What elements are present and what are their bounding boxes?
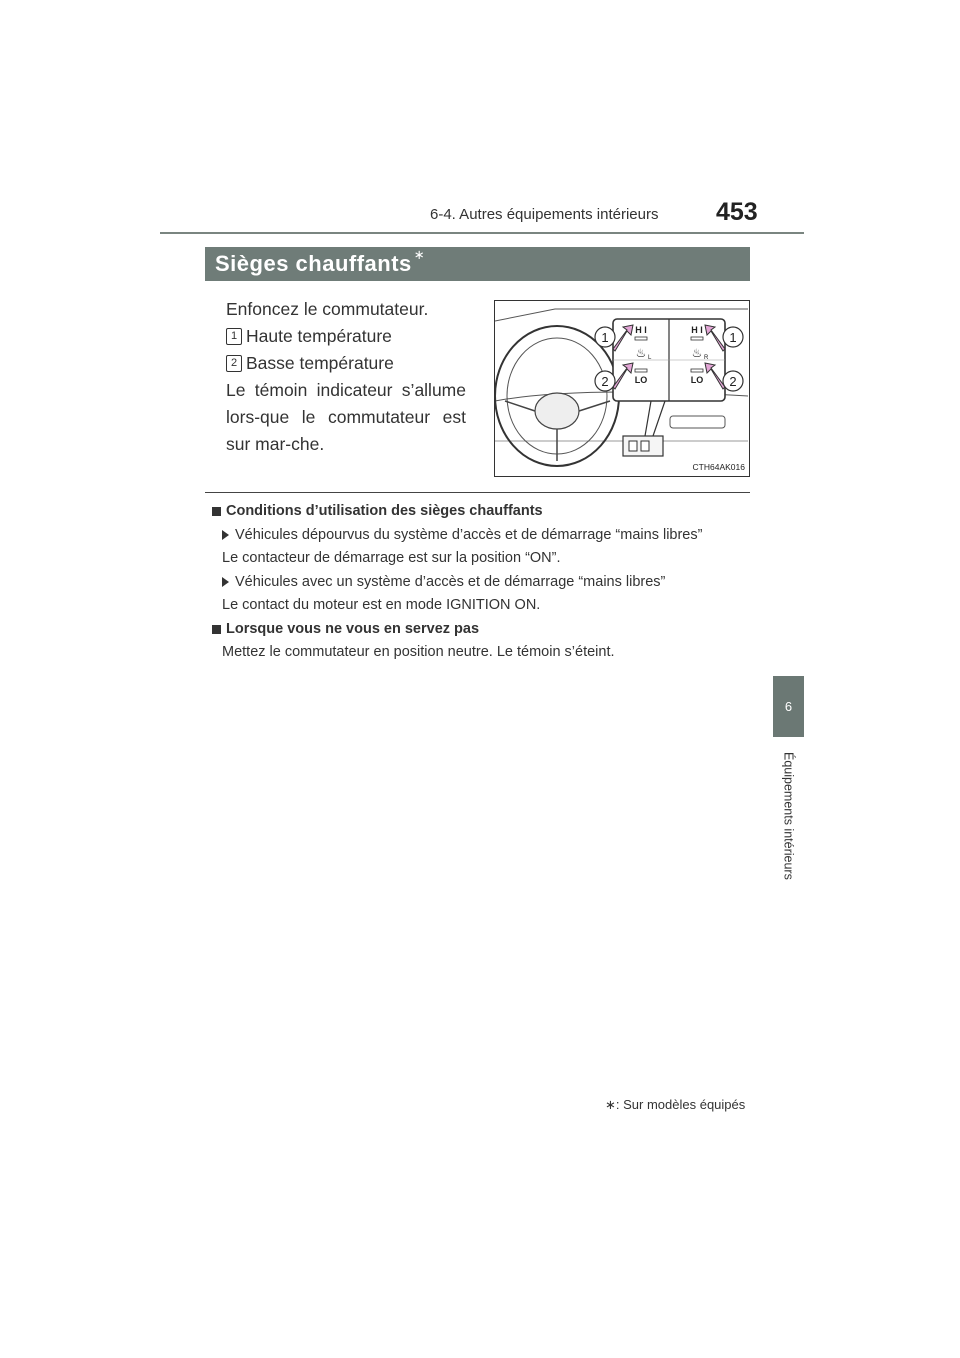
section-title: Sièges chauffants	[215, 251, 412, 276]
item-label: Haute température	[246, 326, 392, 346]
intro-paragraph: Le témoin indicateur s’allume lors-que le commutateur est sur mar-che.	[226, 380, 466, 454]
note-subheading-text: Véhicules avec un système d’accès et de démarrage “mains libres”	[235, 573, 666, 590]
note-heading	[212, 500, 752, 524]
triangle-bullet-icon	[222, 577, 229, 587]
seat-heater-illustration	[494, 300, 750, 477]
intro-block	[226, 296, 466, 458]
callout-number: 2	[729, 374, 737, 389]
left-seat-letter: L	[648, 355, 652, 361]
note-heading	[212, 618, 752, 642]
note-text: Mettez le commutateur en position neutre. Le témoin s’éteint.	[222, 644, 615, 660]
side-tab-number: 6	[773, 676, 804, 737]
illustration-code: CTH64AK016	[692, 462, 745, 472]
footnote	[605, 1097, 745, 1113]
footnote-text: : Sur modèles équipés	[615, 1097, 746, 1112]
header-section: 6-4. Autres équipements intérieurs	[430, 206, 659, 223]
item-label: Basse température	[246, 353, 394, 373]
section-rule	[205, 492, 750, 493]
dashboard-drawing	[495, 301, 748, 475]
left-seat-heater-icon: ♨	[635, 346, 647, 360]
right-seat-heater-icon: ♨	[691, 346, 703, 360]
steering-wheel-icon	[495, 326, 619, 466]
right-seat-letter: R	[704, 355, 709, 361]
page-number: 453	[716, 198, 758, 226]
right-hi-label: H I	[691, 325, 703, 335]
footnote-asterisk: ∗	[605, 1097, 616, 1112]
right-lo-label: LO	[690, 375, 704, 385]
side-tab-label	[773, 737, 804, 894]
item-number-badge: 1	[226, 328, 242, 345]
intro-item-1	[226, 323, 466, 350]
notes-block	[212, 500, 752, 665]
note-subheading	[222, 524, 752, 548]
note-heading-text: Lorsque vous ne vous en servez pas	[226, 620, 480, 637]
callout-number: 2	[601, 374, 609, 389]
square-bullet-icon	[212, 507, 221, 516]
note-subheading	[222, 571, 752, 595]
intro-item-2	[226, 350, 466, 377]
side-tab-label-text: Équipements intérieurs	[781, 751, 796, 880]
section-title-bar	[205, 247, 750, 281]
callout-number: 1	[729, 330, 737, 345]
square-bullet-icon	[212, 625, 221, 634]
title-asterisk: ∗	[413, 247, 425, 262]
left-hi-label: H I	[635, 325, 647, 335]
header-rule	[160, 232, 804, 234]
callout-number: 1	[601, 330, 609, 345]
note-heading-text: Conditions d’utilisation des sièges chauffants	[226, 503, 543, 519]
intro-instruction: Enfoncez le commutateur.	[226, 299, 429, 319]
left-lo-label: LO	[634, 375, 648, 385]
triangle-bullet-icon	[222, 530, 229, 540]
note-text: Le contacteur de démarrage est sur la position “ON”.	[222, 550, 561, 566]
item-number-badge: 2	[226, 355, 242, 372]
note-subheading-text: Véhicules dépourvus du système d’accès et de démarrage “mains libres”	[235, 526, 703, 543]
note-text: Le contact du moteur est en mode IGNITION ON.	[222, 597, 541, 613]
